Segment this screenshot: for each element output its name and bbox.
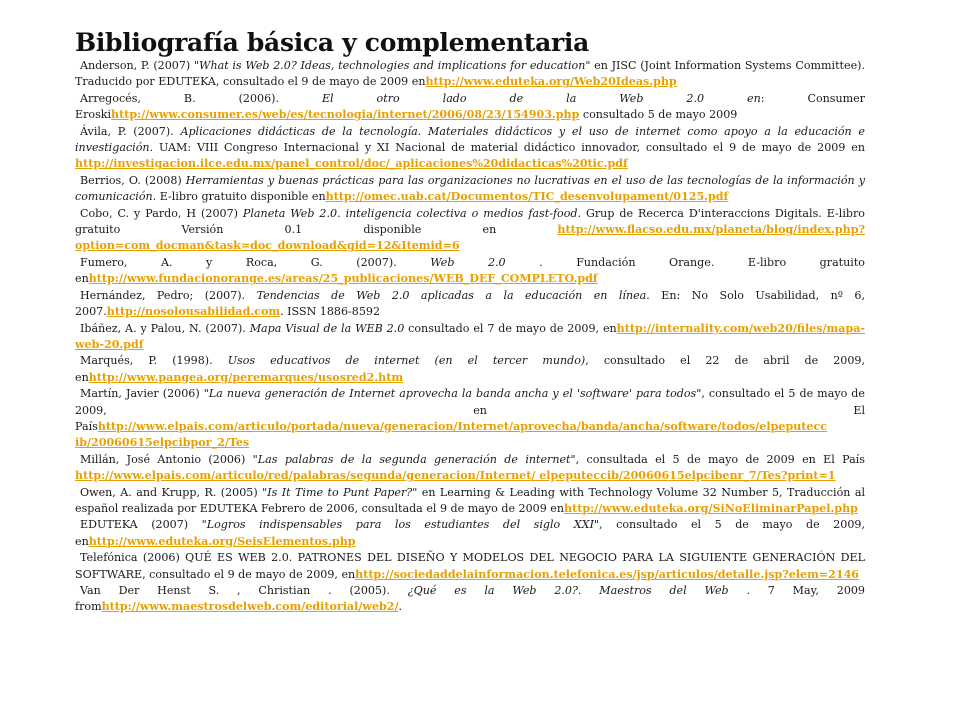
reference-item [75,288,865,321]
reference-link[interactable]: http://www.eduteka.org/SiNoEliminarPapel.php [564,501,858,515]
reference-text: , consultado el 22 de abril de 2009, en [75,354,865,384]
reference-text: . En: No Solo Usabilidad, nº 6, 2007. [75,288,865,319]
reference-item [75,550,865,583]
reference-item [75,91,865,124]
page-title: Bibliografía básica y complementaria [75,28,589,57]
slide [75,28,865,616]
reference-text: Marqués, P. (1998). [80,354,228,368]
reference-text: Ávila, P. (2007). [80,124,181,138]
reference-link[interactable]: http://www.eduteka.org/Web20Ideas.php [425,75,677,89]
reference-title: La nueva generación de Internet aprovecha la banda ancha y el 'software' para todos [208,387,697,401]
reference-text: Arregocés, B. (2006). [80,91,322,105]
reference-link[interactable]: http://investigacion.ilce.edu.mx/panel_control/doc/_aplicaciones%20didacticas%20tic.pdf [75,157,628,171]
reference-link[interactable]: http://www.eduteka.org/SeisElementos.php [88,534,356,548]
reference-text: " en Learning & Leading with Technology Volume 32 Number 5, Traducción al español realizada por EDUTEKA Febrero de 2006, consultada el 9 de mayo de 2009 en [75,485,865,515]
reference-text: " en JISC (Joint Information Systems Committee). Traducido por EDUTEKA, consultado el 9 de mayo de 2009 en [75,59,865,89]
reference-title: Planeta Web 2.0. inteligencia colectiva o medios fast-food [242,206,578,220]
reference-text: Van Der Henst S. , Christian . (2005). [80,584,408,597]
reference-text: . UAM: VIII Congreso Internacional y XI Nacional de material didáctico innovador, consultado el 9 de mayo de 2009 en [149,141,865,155]
reference-text: : Consumer Eroski [75,91,865,122]
reference-item [75,517,865,550]
reference-text: ", consultado el 5 de mayo de 2009, en El País [75,387,865,433]
reference-text: consultado 5 de mayo 2009 [579,108,738,122]
reference-text: Fumero, A. y Roca, G. (2007). [80,255,431,269]
reference-title: Mapa Visual de la WEB 2.0 [249,321,405,335]
reference-title: Is It Time to Punt Paper? [267,485,413,499]
reference-text: Telefónica (2006) QUÉ ES WEB 2.0. PATRONES DEL DISEÑO Y MODELOS DEL NEGOCIO PARA LA SIGUIENTE GENERACIÓN DEL SOFTWARE, consultado el 9 de mayo de 2009, en [75,551,865,581]
reference-item [75,353,865,386]
reference-item [75,124,865,173]
reference-title: What is Web 2.0? Ideas, technologies and implications for education [199,59,586,72]
reference-link[interactable]: http://omec.uab.cat/Documentos/TIC_desenvolupament/0125.pdf [325,190,729,204]
reference-title: Logros indispensables para los estudiantes del siglo XXI [206,518,594,532]
reference-text: Berrios, O. (2008) [80,173,186,187]
reference-item [75,386,865,452]
reference-link[interactable]: http://www.flacso.edu.mx/planeta/blog/index.php?option=com_docman&task=doc_download&gid=12&Itemid=6 [75,223,865,253]
reference-title: El otro lado de la Web 2.0 en [321,91,761,105]
reference-title: Herramientas y buenas prácticas para las organizaciones no lucrativas en el uso de las tecnologías de la información y comunicación [75,173,865,204]
reference-text: Martín, Javier (2006) " [80,387,209,401]
reference-text: . E-libro gratuito disponible en [152,190,326,204]
reference-title: Las palabras de la segunda generación de internet [257,452,571,466]
reference-text: . [398,600,403,614]
reference-list [75,58,865,616]
reference-item [75,173,865,206]
reference-text: Cobo, C. y Pardo, H (2007) [80,206,243,220]
reference-link[interactable]: http://www.elpais.com/articulo/portada/nueva/generacion/Internet/aprovecha/banda/ancha/software/todos/elpeputecc ib/20060615elpcibpor_2/Tes [75,419,827,450]
reference-link[interactable]: http://nosolousabilidad.com [106,305,281,319]
reference-item [75,452,865,485]
reference-title: Usos educativos de internet (en el tercer mundo) [227,354,586,368]
reference-item [75,485,865,518]
reference-text: ", consultado el 5 de mayo de 2009, en [75,518,865,548]
reference-title: Tendencias de Web 2.0 aplicadas a la educación en línea [256,288,647,302]
reference-text: . 7 May, 2009 from [75,584,865,614]
reference-item [75,206,865,255]
reference-text: Anderson, P. (2007) " [80,59,200,72]
reference-link[interactable]: http://www.consumer.es/web/es/tecnologia/internet/2006/08/23/154903.php [111,108,580,122]
reference-text: Owen, A. and Krupp, R. (2005) " [80,485,268,499]
reference-text: consultado el 7 de mayo de 2009, en [404,321,617,335]
reference-item [75,58,865,91]
reference-link[interactable]: http://www.pangea.org/peremarques/usosred2.htm [88,370,404,384]
reference-text: ", consultada el 5 de mayo de 2009 en El País [570,452,865,466]
reference-text: . Fundación Orange. E-libro gratuito en [75,255,865,286]
reference-text: . ISSN 1886-8592 [280,305,381,319]
reference-text: . Grup de Recerca D'interaccions Digitals. E-libro gratuito Versión 0.1 disponible en [75,206,865,237]
reference-item [75,583,865,616]
reference-link[interactable]: http://www.fundacionorange.es/areas/25_publicaciones/WEB_DEF_COMPLETO.pdf [88,272,598,286]
reference-item [75,255,865,288]
reference-text: EDUTEKA (2007) " [80,518,207,532]
reference-link[interactable]: http://www.elpais.com/articulo/red/palabras/segunda/generacion/Internet/ elpeputeccib/20060615elpcibenr_7/Tes?print=1 [75,469,836,483]
reference-text: Millán, José Antonio (2006) " [80,452,258,466]
reference-text: Hernández, Pedro; (2007). [80,288,257,302]
reference-text: Ibáñez, A. y Palou, N. (2007). [80,321,250,335]
reference-title: Web 2.0 [430,255,506,269]
reference-link[interactable]: http://internality.com/web20/files/mapa-web-20.pdf [75,321,866,351]
reference-link[interactable]: http://sociedaddelainformacion.telefonica.es/jsp/articulos/detalle.jsp?elem=2146 [355,567,860,581]
reference-title: Aplicaciones didácticas de la tecnología. Materiales didácticos y el uso de internet como apoyo a la educación e investigación [75,124,865,155]
reference-title: ¿Qué es la Web 2.0?. Maestros del Web [407,584,729,597]
reference-item [75,321,865,354]
reference-link[interactable]: http://www.maestrosdelweb.com/editorial/web2/ [101,600,399,614]
